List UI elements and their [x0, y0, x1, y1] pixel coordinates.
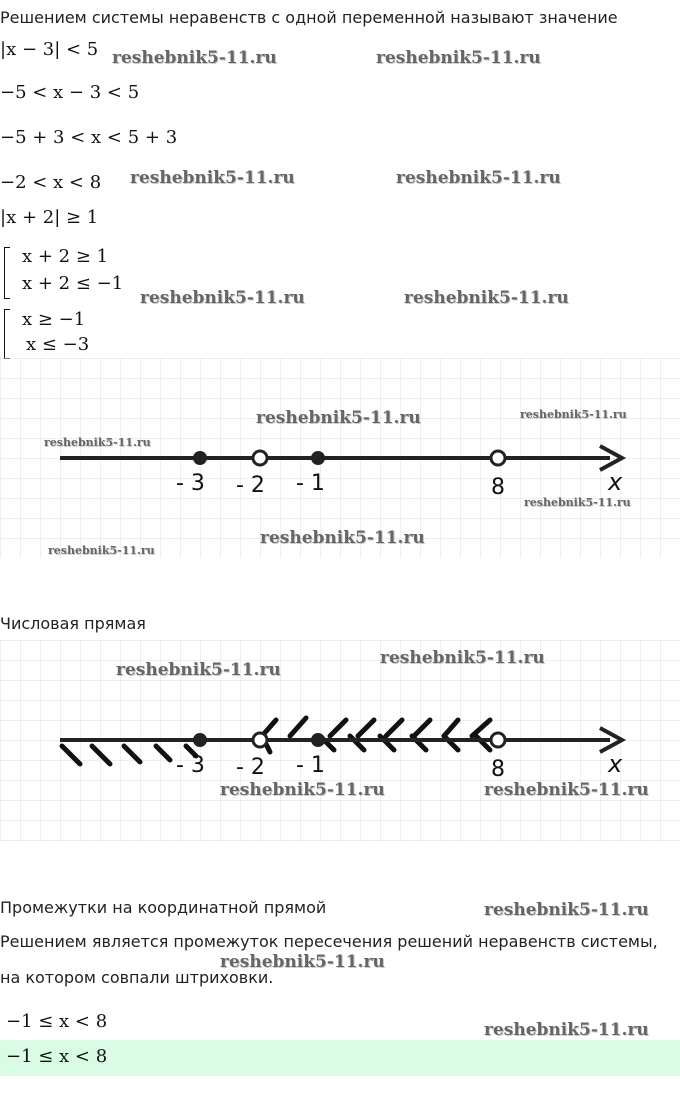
caption-intervals: Промежутки на координатной прямой [0, 898, 327, 917]
tick-label: - 3 [176, 471, 205, 496]
point-filled [193, 733, 207, 747]
result-inequality: −1 ≤ x < 8 [6, 1011, 108, 1032]
conclusion-line-1: Решением является промежуток пересечения решений неравенств системы, [0, 932, 658, 951]
inequality-2-case-2: x + 2 ≤ −1 [22, 273, 124, 294]
point-open [253, 733, 267, 747]
watermark: reshebnik5-11.ru [220, 780, 385, 800]
watermark: reshebnik5-11.ru [484, 1020, 649, 1040]
watermark: reshebnik5-11.ru [112, 48, 277, 68]
watermark: reshebnik5-11.ru [260, 528, 425, 548]
watermark: reshebnik5-11.ru [376, 48, 541, 68]
point-open [491, 451, 505, 465]
inequality-2-case-1: x + 2 ≥ 1 [22, 246, 109, 267]
watermark: reshebnik5-11.ru [380, 648, 545, 668]
inequality-2-solution-1: x ≥ −1 [22, 309, 86, 330]
point-filled [311, 451, 325, 465]
watermark: reshebnik5-11.ru [48, 544, 155, 557]
inequality-2: |x + 2| ≥ 1 [0, 207, 99, 228]
watermark: reshebnik5-11.ru [396, 168, 561, 188]
axis-label: x [608, 468, 623, 496]
watermark: reshebnik5-11.ru [140, 288, 305, 308]
axis-label: x [608, 750, 623, 778]
number-line-figure-2 [0, 640, 680, 842]
answer-inequality: −1 ≤ x < 8 [6, 1046, 108, 1067]
point-filled [193, 451, 207, 465]
watermark: reshebnik5-11.ru [524, 496, 631, 509]
point-filled [311, 733, 325, 747]
point-open [491, 733, 505, 747]
inequality-1-step-2: −5 + 3 < x < 5 + 3 [0, 127, 178, 148]
set-bracket [4, 247, 10, 299]
tick-label: - 1 [296, 471, 325, 496]
tick-label: - 2 [236, 755, 265, 780]
tick-label: - 3 [176, 753, 205, 778]
tick-label: - 2 [236, 473, 265, 498]
watermark: reshebnik5-11.ru [484, 900, 649, 920]
point-open [253, 451, 267, 465]
inequality-1: |x − 3| < 5 [0, 39, 99, 60]
inequality-1-result: −2 < x < 8 [0, 172, 102, 193]
watermark: reshebnik5-11.ru [220, 952, 385, 972]
watermark: reshebnik5-11.ru [404, 288, 569, 308]
inequality-2-solution-2: x ≤ −3 [26, 334, 90, 355]
caption-number-line: Числовая прямая [0, 614, 146, 633]
inequality-1-step-1: −5 < x − 3 < 5 [0, 82, 140, 103]
tick-label: 8 [491, 757, 505, 782]
watermark: reshebnik5-11.ru [44, 436, 151, 449]
watermark: reshebnik5-11.ru [130, 168, 295, 188]
tick-label: - 1 [296, 753, 325, 778]
watermark: reshebnik5-11.ru [116, 660, 281, 680]
intro-text: Решением системы неравенств с одной переменной называют значение [0, 8, 618, 27]
watermark: reshebnik5-11.ru [520, 408, 627, 421]
tick-label: 8 [491, 475, 505, 500]
set-bracket [4, 309, 10, 359]
watermark: reshebnik5-11.ru [256, 408, 421, 428]
answer-box [0, 1040, 680, 1076]
conclusion-line-2: на котором совпали штриховки. [0, 968, 274, 987]
watermark: reshebnik5-11.ru [484, 780, 649, 800]
